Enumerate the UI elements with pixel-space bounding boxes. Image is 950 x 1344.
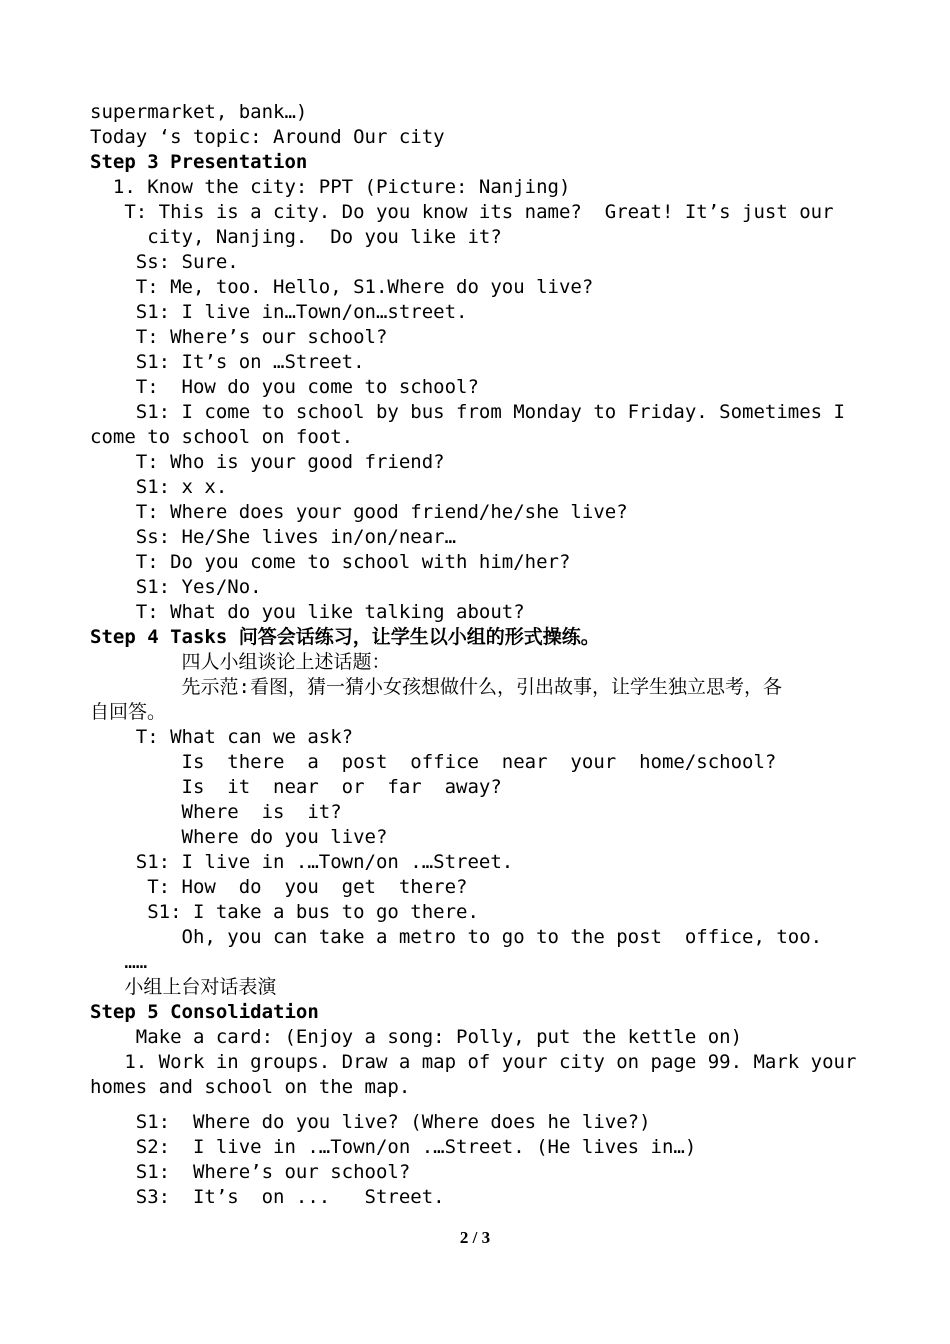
text-line: S1: x x. xyxy=(90,476,228,498)
text-line: S1: Where do you live? (Where does he live?) xyxy=(90,1111,651,1133)
text-line: Ss: Sure. xyxy=(90,251,239,273)
text-line: S1: Where’s our school? xyxy=(90,1161,411,1183)
text-line: S2: I live in .…Town/on .…Street. (He lives in…) xyxy=(90,1136,697,1158)
section-heading-step3: Step 3 Presentation xyxy=(90,151,308,173)
text-line: T: What do you like talking about? xyxy=(90,601,525,623)
text-line: Where do you live? xyxy=(90,826,388,848)
text-line: Oh, you can take a metro to go to the post office, too. xyxy=(90,926,823,948)
text-line: T: Me, too. Hello, S1.Where do you live? xyxy=(90,276,594,298)
text-line: Ss: He/She lives in/on/near… xyxy=(90,526,457,548)
text-line: S1: I come to school by bus from Monday to Friday. Sometimes I xyxy=(90,401,845,423)
text-line: supermarket, bank…) xyxy=(90,101,308,123)
text-line: T: How do you get there? xyxy=(90,876,468,898)
text-line: 小组上台对话表演 xyxy=(90,976,277,998)
text-line: Is it near or far away? xyxy=(90,776,502,798)
text-line: Is there a post office near your home/school? xyxy=(90,751,777,773)
text-line: 1. Know the city: PPT (Picture: Nanjing) xyxy=(90,176,571,198)
page-number: 2 / 3 xyxy=(459,1228,491,1247)
text-line: S3: It’s on ... Street. xyxy=(90,1186,445,1208)
text-line: S1: Yes/No. xyxy=(90,576,262,598)
text-line: T: This is a city. Do you know its name? Great! It’s just our xyxy=(90,201,834,223)
text-line: S1: I live in .…Town/on .…Street. xyxy=(90,851,514,873)
text-line: 先示范:看图，猜一猜小女孩想做什么，引出故事，让学生独立思考，各 xyxy=(90,676,782,698)
text-line: T: Where does your good friend/he/she live? xyxy=(90,501,628,523)
section-heading-step4: Step 4 Tasks 问答会话练习，让学生以小组的形式操练。 xyxy=(90,626,600,648)
text-line: homes and school on the map. xyxy=(90,1076,411,1098)
text-line: T: Do you come to school with him/her? xyxy=(90,551,571,573)
text-line: 四人小组谈论上述话题： xyxy=(90,651,391,673)
text-line: T: How do you come to school? xyxy=(90,376,479,398)
text-line: Make a card: (Enjoy a song: Polly, put the kettle on) xyxy=(90,1026,743,1048)
text-line: come to school on foot. xyxy=(90,426,354,448)
text-line: Where is it? xyxy=(90,801,342,823)
text-line: T: Where’s our school? xyxy=(90,326,388,348)
text-line: …… xyxy=(90,951,148,973)
section-heading-step5: Step 5 Consolidation xyxy=(90,1001,319,1023)
text-line: T: Who is your good friend? xyxy=(90,451,445,473)
text-line: S1: I take a bus to go there. xyxy=(90,901,479,923)
text-line: city, Nanjing. Do you like it? xyxy=(90,226,502,248)
text-line: Today ‘s topic: Around Our city xyxy=(90,126,445,148)
text-line: 自回答。 xyxy=(90,701,167,723)
text-line: S1: I live in…Town/on…street. xyxy=(90,301,468,323)
text-line: S1: It’s on …Street. xyxy=(90,351,365,373)
text-line: T: What can we ask? xyxy=(90,726,354,748)
text-line: 1. Work in groups. Draw a map of your city on page 99. Mark your xyxy=(90,1051,857,1073)
